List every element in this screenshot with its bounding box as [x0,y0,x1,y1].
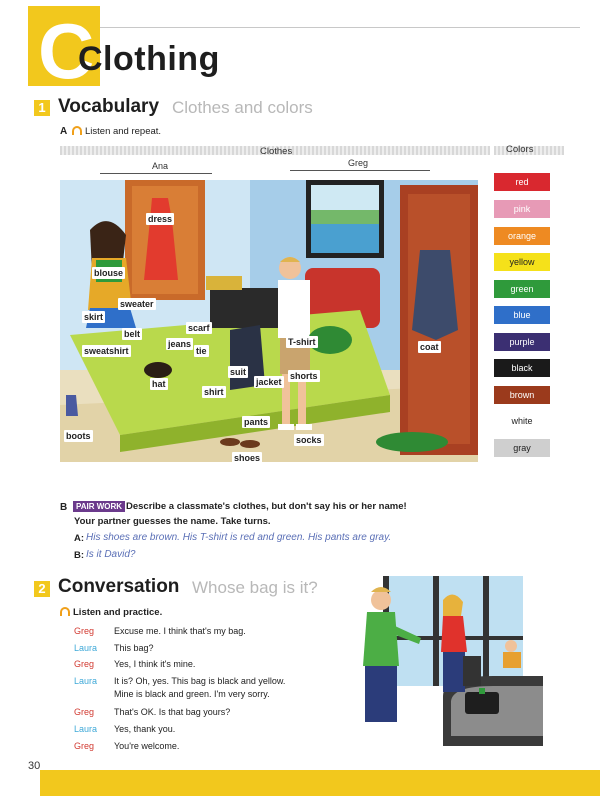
airport-scene-svg [343,576,543,746]
swatch-blue: blue [494,306,550,324]
line-4: It is? Oh, yes. This bag is black and yellow. [114,676,286,686]
word-shirt: shirt [204,387,224,397]
part-a-label: A [60,126,68,137]
word-suit: suit [230,367,247,377]
swatch-white: white [494,412,550,430]
swatch-purple: purple [494,333,550,351]
speaker-greg-3: Greg [74,707,95,717]
word-skirt: skirt [84,312,104,322]
conversation-instruction-text: Listen and practice. [73,607,163,618]
conversation-number: 2 [34,581,50,597]
airport-illustration [343,576,543,746]
section-letter: C [38,7,95,95]
speaker-greg-1: Greg [74,626,95,636]
headphones-icon-2[interactable] [60,607,70,616]
word-t-shirt: T-shirt [288,337,316,347]
vocab-number: 1 [34,100,50,116]
vocab-heading: Vocabulary [58,96,160,117]
bedroom-illustration [60,180,478,462]
word-boots: boots [66,431,91,441]
line-8: You're welcome. [114,741,180,751]
swatch-black: black [494,359,550,377]
word-jacket: jacket [256,377,282,387]
page-number: 30 [28,760,41,772]
speaker-greg-2: Greg [74,659,95,669]
swatch-yellow: yellow [494,253,550,271]
conversation-heading: Conversation [58,576,180,597]
swatch-red: red [494,173,550,191]
greg-underline [290,170,430,171]
word-shoes: shoes [234,453,261,462]
colors-header: Colors [506,144,534,155]
word-sweater: sweater [120,299,154,309]
line-6: That's OK. Is that bag yours? [114,707,231,717]
swatch-orange: orange [494,227,550,245]
word-blouse: blouse [94,268,124,278]
headphones-icon[interactable] [72,126,82,135]
swatch-green: green [494,280,550,298]
example-b-label: B: [74,550,85,561]
section-title: Clothing [78,40,220,78]
line-3: Yes, I think it's mine. [114,659,196,669]
swatch-gray: gray [494,439,550,457]
line-5: Mine is black and green. I'm very sorry. [114,689,270,699]
word-socks: socks [296,435,322,445]
conversation-instruction [60,607,162,618]
speaker-laura-2: Laura [74,676,98,686]
word-sweatshirt: sweatshirt [84,346,129,356]
vocab-subheading: Clothes and colors [172,98,313,117]
part-b-text2: Your partner guesses the name. Take turns. [74,516,271,527]
line-2: This bag? [114,643,154,653]
example-b: Is it David? [86,549,136,560]
top-rule [100,27,580,28]
greg-label: Greg [348,158,369,168]
word-tie: tie [196,346,207,356]
word-shorts: shorts [290,371,318,381]
word-scarf: scarf [188,323,210,333]
part-a-instruction [72,126,161,137]
bottom-bar [40,770,600,796]
part-b-label: B [60,502,68,513]
conversation-subheading: Whose bag is it? [192,578,318,597]
swatch-brown: brown [494,386,550,404]
speaker-laura-1: Laura [74,643,98,653]
part-a-text: Listen and repeat. [85,126,162,137]
line-7: Yes, thank you. [114,724,176,734]
example-a: His shoes are brown. His T-shirt is red and green. His pants are gray. [86,532,392,543]
word-hat: hat [152,379,166,389]
clothes-header: Clothes [260,146,293,157]
word-coat: coat [420,342,439,352]
word-belt: belt [124,329,141,339]
pair-work-badge: PAIR WORK [73,501,125,512]
word-pants: pants [244,417,269,427]
word-dress: dress [148,214,173,224]
speaker-greg-4: Greg [74,741,95,751]
word-jeans: jeans [168,339,192,349]
ana-underline [100,173,212,174]
line-1: Excuse me. I think that's my bag. [114,626,246,636]
speaker-laura-3: Laura [74,724,98,734]
swatch-pink: pink [494,200,550,218]
part-b-text1: Describe a classmate's clothes, but don't say his or her name! [126,501,407,512]
example-a-label: A: [74,533,85,544]
ana-label: Ana [152,161,169,171]
